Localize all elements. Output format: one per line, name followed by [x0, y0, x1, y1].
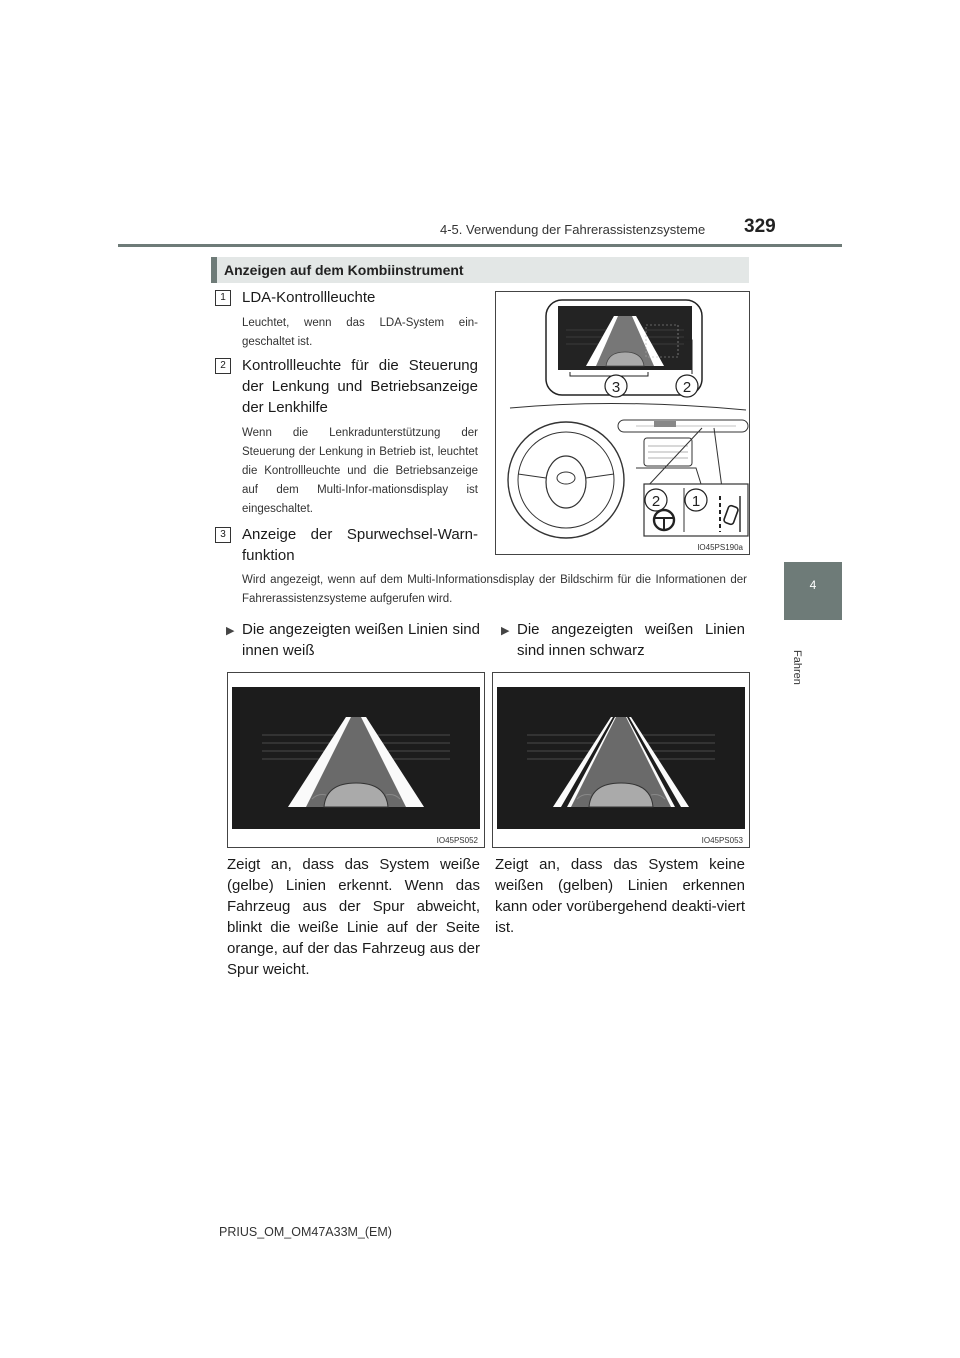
- chapter-number: 4: [809, 578, 817, 592]
- figure-lines-white: [227, 672, 485, 848]
- lane-display-white: [232, 687, 480, 829]
- subsection-heading-2: Die angezeigten weißen Linien sind innen schwarz: [517, 621, 745, 659]
- footer-code: PRIUS_OM_OM47A33M_(EM): [219, 1225, 392, 1239]
- item-number-2: 2: [215, 358, 231, 374]
- page-number: 329: [744, 216, 776, 237]
- figure-caption-2: IO45PS053: [701, 836, 743, 845]
- subsection-heading-1: Die angezeigten weißen Linien sind innen weiß: [242, 621, 480, 659]
- item-title-2: Kontrollleuchte für die Steuerung der Lenkung und Betriebsanzeige der Lenkhilfe: [242, 357, 478, 416]
- callout-top-right: 2: [682, 379, 692, 396]
- lane-display-black: [497, 687, 745, 829]
- subsection-text-1: Zeigt an, dass das System weiße (gelbe) Linien erkennt. Wenn das Fahrzeug aus der Spur abweicht, blinkt die weiße Linie auf der Seite orange, auf der das Fahrzeug aus der Spur weicht.: [227, 856, 480, 978]
- chapter-label: Fahren: [791, 650, 803, 685]
- section-title: Anzeigen auf dem Kombiinstrument: [224, 262, 464, 278]
- figure-caption-1: IO45PS052: [436, 836, 478, 845]
- callout-bottom-right: 1: [691, 493, 701, 510]
- section-heading-accent: [211, 257, 217, 283]
- item-title-1: LDA-Kontrollleuchte: [242, 289, 376, 306]
- display-screen: [497, 687, 745, 829]
- triangle-bullet-icon: ▶: [226, 625, 235, 637]
- callout-top-left: 3: [611, 379, 621, 396]
- item-description-3: Wird angezeigt, wenn auf dem Multi-Informationsdisplay der Bildschirm für die Informationen der Fahrerassistenzsysteme aufgerufen wird.: [242, 574, 747, 605]
- triangle-bullet-icon: ▶: [501, 625, 510, 637]
- dashboard-illustration: [496, 292, 749, 554]
- item-title-3: Anzeige der Spurwechsel-Warn-funktion: [242, 526, 478, 564]
- callout-bottom-left: 2: [651, 493, 661, 510]
- header-title: 4-5. Verwendung der Fahrerassistenzsysteme: [440, 222, 706, 237]
- figure-lines-black: [492, 672, 750, 848]
- item-description-1: Leuchtet, wenn das LDA-System ein-geschaltet ist.: [242, 317, 478, 348]
- item-description-2: Wenn die Lenkradunterstützung der Steuerung der Lenkung in Betrieb ist, leuchtet die Kontrollleuchte und die Betriebsanzeige auf dem Multi-Infor-mationsdisplay ist eingeschaltet.: [242, 427, 478, 515]
- item-number-1: 1: [215, 290, 231, 306]
- dashboard-figure: [495, 291, 750, 555]
- main-figure-caption: IO45PS190a: [697, 543, 743, 552]
- subsection-text-2: Zeigt an, dass das System keine weißen (gelben) Linien erkennen kann oder vorübergehend deakti-viert ist.: [495, 856, 745, 936]
- item-number-3: 3: [215, 527, 231, 543]
- header-rule: [118, 244, 842, 247]
- display-screen: [232, 687, 480, 829]
